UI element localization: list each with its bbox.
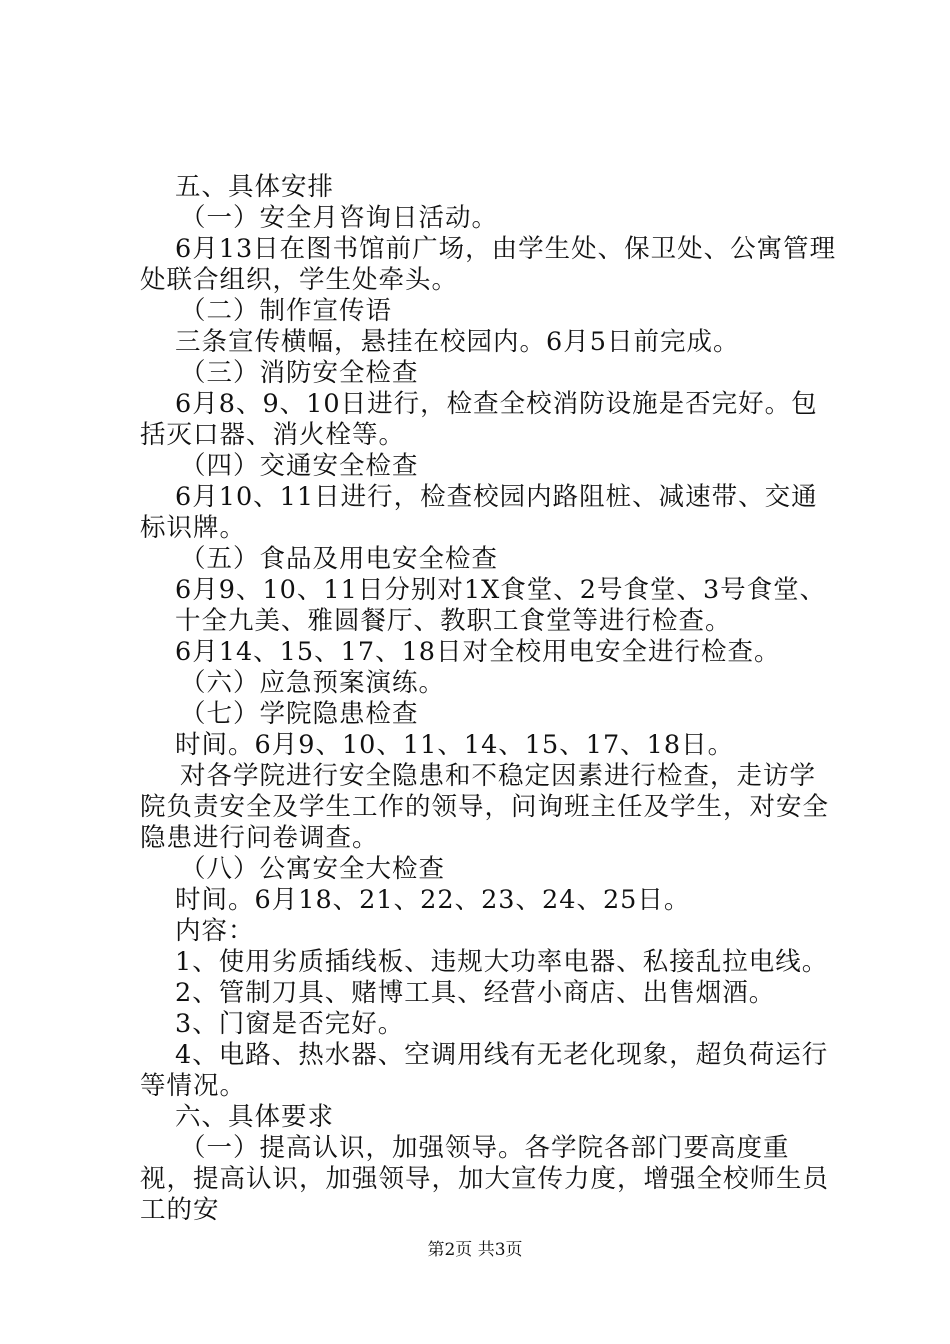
paragraph-p19: 内容： bbox=[175, 916, 255, 946]
paragraph-p10: 6月9、10、11日分别对1X食堂、2号食堂、3号食堂、 bbox=[175, 575, 827, 605]
paragraph-p25: （一）提高认识，加强领导。各学院各部门要高度重视，提高认识，加强领导，加大宣传力度，增强全校师生员工的安 bbox=[140, 1133, 830, 1225]
paragraph-p9: （五）食品及用电安全检查 bbox=[180, 544, 499, 574]
paragraph-p24: 六、具体要求 bbox=[175, 1102, 335, 1132]
paragraph-p14: （七）学院隐患检查 bbox=[180, 699, 419, 729]
paragraph-p23: 4、电路、热水器、空调用线有无老化现象，超负荷运行等情况。 bbox=[140, 1040, 829, 1101]
paragraph-p17: （八）公寓安全大检查 bbox=[180, 854, 446, 884]
paragraph-p6: 6月8、9、10日进行，检查全校消防设施是否完好。包括灭口器、消火栓等。 bbox=[140, 389, 818, 450]
paragraph-p3: （二）制作宣传语 bbox=[180, 296, 393, 326]
paragraph-p20: 1、使用劣质插线板、违规大功率电器、私接乱拉电线。 bbox=[175, 947, 829, 977]
paragraph-p0: 五、具体安排 bbox=[175, 172, 335, 202]
document-body bbox=[140, 172, 840, 1226]
paragraph-p12: 6月14、15、17、18日对全校用电安全进行检查。 bbox=[175, 637, 781, 667]
paragraph-p8: 6月10、11日进行，检查校园内路阻桩、减速带、交通标识牌。 bbox=[140, 482, 818, 543]
paragraph-p13: （六）应急预案演练。 bbox=[180, 668, 446, 698]
page-number-label: 第2页 共3页 bbox=[427, 1240, 523, 1260]
page-footer bbox=[0, 1240, 950, 1260]
paragraph-p22: 3、门窗是否完好。 bbox=[175, 1009, 405, 1039]
paragraph-p11: 十全九美、雅圆餐厅、教职工食堂等进行检查。 bbox=[175, 606, 732, 636]
paragraph-p16: 对各学院进行安全隐患和不稳定因素进行检查，走访学院负责安全及学生工作的领导，问询班主任及学生，对安全隐患进行问卷调查。 bbox=[140, 761, 830, 853]
paragraph-p4: 三条宣传横幅，悬挂在校园内。6月5日前完成。 bbox=[175, 327, 740, 357]
paragraph-p5: （三）消防安全检查 bbox=[180, 358, 419, 388]
paragraph-p7: （四）交通安全检查 bbox=[180, 451, 419, 481]
paragraph-p15: 时间。6月9、10、11、14、15、17、18日。 bbox=[175, 730, 735, 760]
paragraph-p2: 6月13日在图书馆前广场，由学生处、保卫处、公寓管理处联合组织，学生处牵头。 bbox=[140, 234, 837, 295]
paragraph-p18: 时间。6月18、21、22、23、24、25日。 bbox=[175, 885, 691, 915]
paragraph-p21: 2、管制刀具、赌博工具、经营小商店、出售烟酒。 bbox=[175, 978, 776, 1008]
paragraph-p1: （一）安全月咨询日活动。 bbox=[180, 203, 499, 233]
